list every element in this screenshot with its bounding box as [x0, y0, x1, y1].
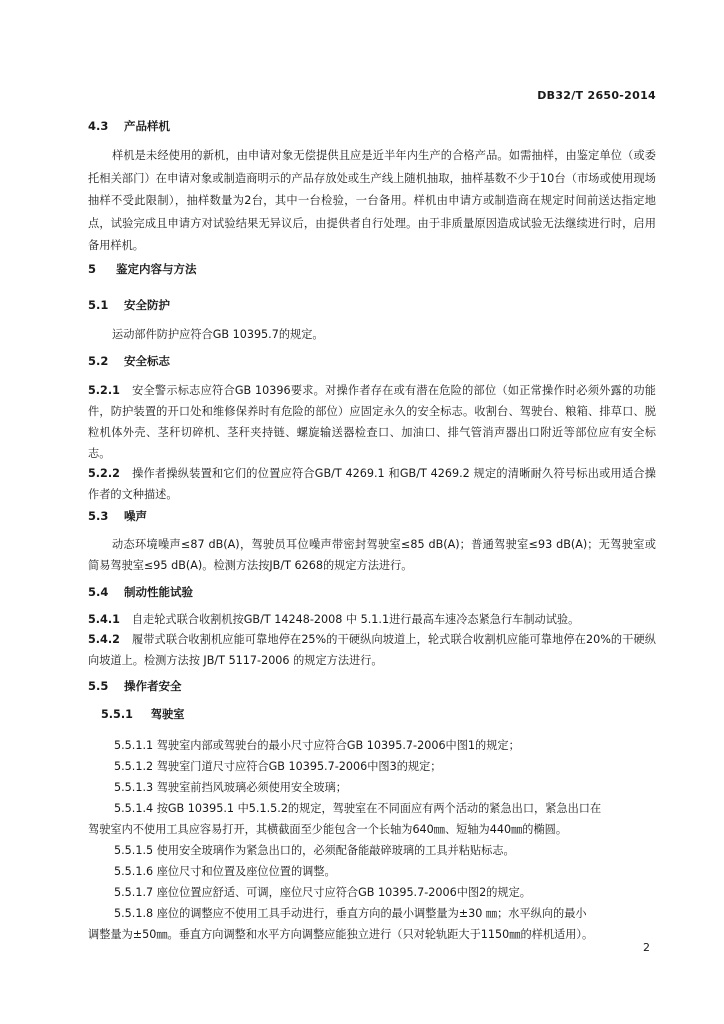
section-5-5-1-items — [88, 735, 656, 945]
section-number: 5.5 — [88, 679, 109, 693]
section-5-3-body: 动态环境噪声≤87 dB(A)，驾驶员耳位噪声带密封驾驶室≤85 dB(A)；普通驾驶室≤93 dB(A)；无驾驶室或简易驾驶室≤95 dB(A)。检测方法按JB/T 6268的规定方法进行。 — [88, 538, 656, 572]
section-number: 5 — [88, 262, 97, 276]
list-item: 调整量为±50㎜。垂直方向调整和水平方向调整应能独立进行（只对轮轨距大于1150㎜的样机适用）。 — [88, 928, 594, 941]
clause-number: 5.2.2 — [88, 467, 120, 480]
section-5-5-1 — [88, 704, 669, 726]
clause-5-4-1 — [88, 609, 656, 630]
section-title: 鉴定内容与方法 — [116, 262, 197, 276]
clause-number: 5.2.1 — [88, 384, 120, 397]
section-number: 5.5.1 — [101, 708, 133, 721]
section-title: 操作者安全 — [124, 679, 182, 693]
clause-number: 5.4.1 — [88, 613, 120, 626]
clause-5-4-2 — [88, 629, 656, 671]
list-item: 5.5.1.5 使用安全玻璃作为紧急出口的，必须配备能敲碎玻璃的工具并粘贴标志。 — [114, 844, 515, 857]
clause-5-2-2 — [88, 463, 656, 505]
section-4-3 — [88, 115, 656, 137]
clause-text: 自走轮式联合收割机按GB/T 14248-2008 中 5.1.1进行最高车速冷态紧急行车制动试验。 — [131, 613, 580, 626]
section-heading — [88, 294, 656, 316]
section-title: 产品样机 — [124, 119, 171, 133]
section-number: 5.2 — [88, 354, 109, 368]
section-number: 5.4 — [88, 585, 109, 599]
standard-number: DB32/T 2650-2014 — [537, 89, 656, 102]
section-title: 制动性能试验 — [124, 585, 194, 599]
clause-5-2-1 — [88, 380, 656, 464]
section-heading — [88, 115, 656, 137]
section-heading — [88, 350, 656, 372]
section-number: 5.1 — [88, 298, 109, 312]
list-item: 5.5.1.7 座位位置应舒适、可调，座位尺寸应符合GB 10395.7-2006中图2的规定。 — [114, 886, 531, 899]
clause-number: 5.4.2 — [88, 633, 120, 646]
section-5-5 — [88, 675, 656, 697]
clause-text: 操作者操纵装置和它们的位置应符合GB/T 4269.1 和GB/T 4269.2 规定的清晰耐久符号标出或用适合操作者的文种描述。 — [88, 467, 656, 501]
section-heading — [88, 581, 656, 603]
section-title: 安全防护 — [124, 298, 171, 312]
section-heading — [88, 258, 656, 280]
section-4-3-body: 样机是未经使用的新机，由申请对象无偿提供且应是近半年内生产的合格产品。如需抽样，由鉴定单位（或委托相关部门）在申请对象或制造商明示的产品存放处或生产线上随机抽取，抽样基数不少于10台（市场或使用现场抽样不受此限制），抽样数量为2台，其中一台检验，一台备用。样机由申请方或制造商在规定时间前送达指定地点，试验完成且申请方对试验结果无异议后，由提供者自行处理。由于非质量原因造成试验无法继续进行时，启用备用样机。 — [88, 149, 656, 252]
list-item: 5.5.1.6 座位尺寸和位置及座位位置的调整。 — [114, 865, 336, 878]
section-5-1-body: 运动部件防护应符合GB 10395.7的规定。 — [112, 328, 324, 341]
list-item: 5.5.1.3 驾驶室前挡风玻璃必须使用安全玻璃； — [114, 781, 347, 794]
section-5-4 — [88, 581, 656, 603]
list-item: 5.5.1.4 按GB 10395.1 中5.1.5.2的规定，驾驶室在不同面应有两个活动的紧急出口，紧急出口在 — [114, 802, 602, 815]
section-heading — [88, 675, 656, 697]
section-title: 驾驶室 — [150, 708, 185, 721]
section-5-1 — [88, 294, 656, 316]
list-item: 5.5.1.8 座位的调整应不使用工具手动进行，垂直方向的最小调整量为±30 ㎜；水平纵向的最小 — [114, 907, 587, 920]
section-5-2 — [88, 350, 656, 372]
section-title: 噪声 — [124, 509, 148, 523]
list-item: 5.5.1.2 驾驶室门道尺寸应符合GB 10395.7-2006中图3的规定； — [114, 760, 442, 773]
list-item: 5.5.1.1 驾驶室内部或驾驶台的最小尺寸应符合GB 10395.7-2006中图1的规定； — [114, 739, 520, 752]
clause-text: 履带式联合收割机应能可靠地停在25%的干硬纵向坡道上，轮式联合收割机应能可靠地停在20%的干硬纵向坡道上。检测方法按 JB/T 5117-2006 的规定方法进行。 — [88, 633, 656, 667]
list-item: 驾驶室内不使用工具应容易打开，其横截面至少能包含一个长轴为640㎜、短轴为440㎜的椭圆。 — [88, 823, 568, 836]
section-number: 5.3 — [88, 509, 109, 523]
section-5 — [88, 258, 656, 280]
page-number: 2 — [643, 941, 650, 954]
section-title: 安全标志 — [124, 354, 171, 368]
section-number: 4.3 — [88, 119, 109, 133]
section-heading — [88, 505, 656, 527]
section-5-3 — [88, 505, 656, 527]
clause-text: 安全警示标志应符合GB 10396要求。对操作者存在或有潜在危险的部位（如正常操作时必须外露的功能件，防护装置的开口处和维修保养时有危险的部位）应固定永久的安全标志。收割台、驾驶台、粮箱、排草口、脱粒机体外壳、茎秆切碎机、茎秆夹持链、螺旋输送器检查口、加油口、排气管消声器出口附近等部位应有安全标志。 — [88, 384, 656, 460]
